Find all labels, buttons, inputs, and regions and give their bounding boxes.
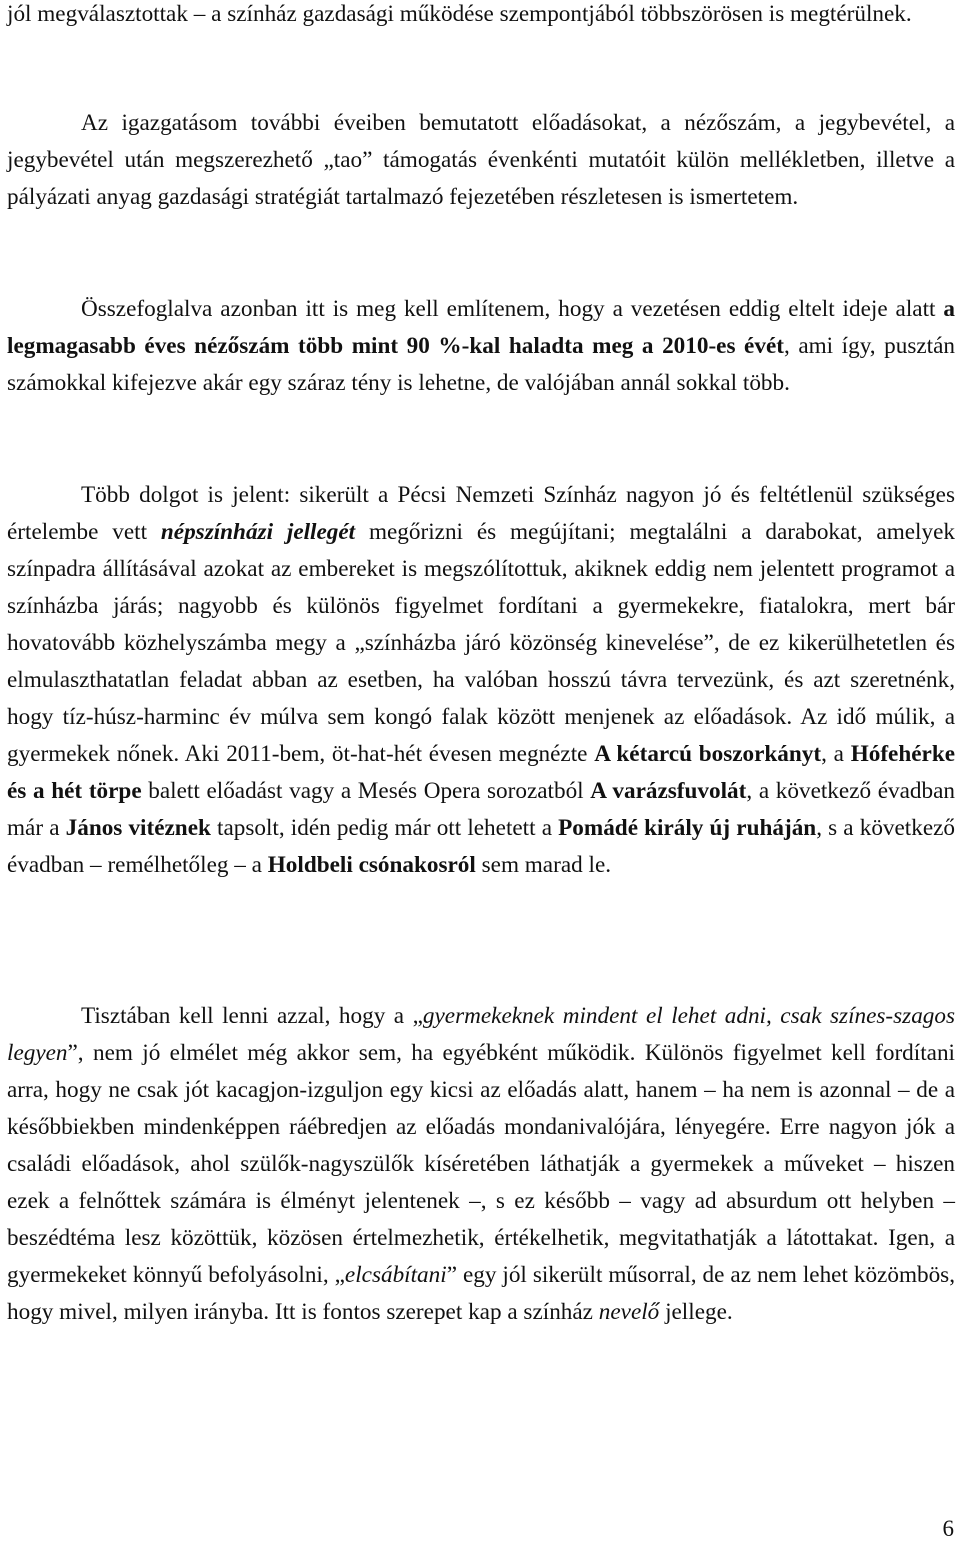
text-segment: Több dolgot is jelent: sikerült a Pécsi Nemzeti Színház nagyon jó és feltétlenül szükséges értelembe vett — [7, 482, 955, 545]
text-segment: , ami így, pusztán számokkal kifejezve akár egy száraz tény is lehetne, de valójában annál sokkal több. — [7, 333, 955, 396]
text-segment: balett előadást vagy a Mesés Opera sorozatból — [141, 778, 591, 804]
text-segment: elcsábítani — [344, 1262, 447, 1288]
text-segment: A varázsfuvolát — [590, 778, 747, 804]
text-segment: népszínházi jellegét — [160, 519, 356, 545]
paragraph-5 — [7, 998, 955, 1331]
text-segment: Tisztában kell lenni azzal, hogy a „ — [81, 1003, 423, 1029]
text-segment: gyermekeknek mindent el lehet adni, csak színes-szagos legyen — [7, 1003, 955, 1066]
text-segment: megőrizni és megújítani; megtalálni a darabokat, amelyek színpadra állításával azokat az embereket is megszólítottuk, akiknek eddig nem jelentett programot a színházba járás; nagyobb és különös figyelmet fordítani a gyermekekre, fiatalokra, mert bár hovatovább közhelyszámba megy a „színházba járó közönség kinevelése”, de ez kikerülhetetlen és elmulaszthatatlan feladat abban az esetben, ha valóban hosszú távra tervezünk, és azt szeretnénk, hogy tíz-húsz-harminc év múlva sem kongó falak között menjenek az előadások. Az idő múlik, a gyermekek nőnek. Aki 2011-bem, öt-hat-hét évesen megnézte — [7, 519, 955, 767]
paragraph-2 — [7, 105, 955, 216]
paragraph-4 — [7, 477, 955, 884]
text-segment: ” egy jól sikerült műsorral, de az nem lehet közömbös, hogy mivel, milyen irányba. Itt is fontos szerepet kap a színház — [7, 1262, 955, 1325]
text-segment: jól megválasztottak – a színház gazdasági működése szempontjából többszörösen is megtérülnek. — [7, 1, 912, 27]
text-segment: János vitéznek — [65, 815, 211, 841]
text-segment: tapsolt, idén pedig már ott lehetett a — [210, 815, 559, 841]
text-segment: Holdbeli csónakosról — [267, 852, 476, 878]
text-segment: , a következő évadban már a — [7, 778, 955, 841]
text-segment: sem marad le. — [475, 852, 612, 878]
text-segment: , s a következő évadban – remélhetőleg – a — [7, 815, 956, 878]
text-segment: a legmagasabb éves nézőszám több mint 90 %-kal haladta meg a 2010-es évét — [7, 296, 955, 359]
page-number: 6 — [942, 1516, 954, 1541]
text-segment: Hófehérke és a hét törpe — [7, 741, 956, 804]
text-segment: ”, nem jó elmélet még akkor sem, ha egyébként működik. Különös figyelmet kell fordítani arra, hogy ne csak jót kacagjon-izguljon egy kicsi az előadás alatt, hanem – ha nem is azonnal – de a későbbiekben mindenképpen ráébredjen az előadás mondanivalójára, lényegére. Erre nagyon jók a családi előadások, ahol szülők-nagyszülők kíséretében láthatják a gyermekek a műveket – hiszen ezek a felnőttek számára is élményt jelentenek –, s ez később – vagy ad absurdum ott helyben – beszédtéma lesz közöttük, közösen értelmezhetik, értékelhetik, megvitathatják a látottakat. Igen, a gyermekeket könnyű befolyásolni, „ — [7, 1040, 955, 1288]
text-segment: nevelő — [598, 1299, 660, 1325]
text-segment: Összefoglalva azonban itt is meg kell említenem, hogy a vezetésen eddig eltelt ideje alatt — [81, 296, 944, 322]
text-segment: jellege. — [659, 1299, 733, 1325]
paragraph-1 — [7, 0, 955, 33]
paragraph-3 — [7, 291, 955, 402]
text-segment: Pomádé király új ruháján — [558, 815, 817, 841]
text-segment: , a — [821, 741, 851, 767]
text-segment: A kétarcú boszorkányt — [594, 741, 822, 767]
text-segment: Az igazgatásom további éveiben bemutatott előadásokat, a nézőszám, a jegybevétel, a jegybevétel után megszerezhető „tao” támogatás évenkénti mutatóit külön mellékletben, illetve a pályázati anyag gazdasági stratégiát tartalmazó fejezetében részletesen is ismertetem. — [7, 110, 955, 210]
